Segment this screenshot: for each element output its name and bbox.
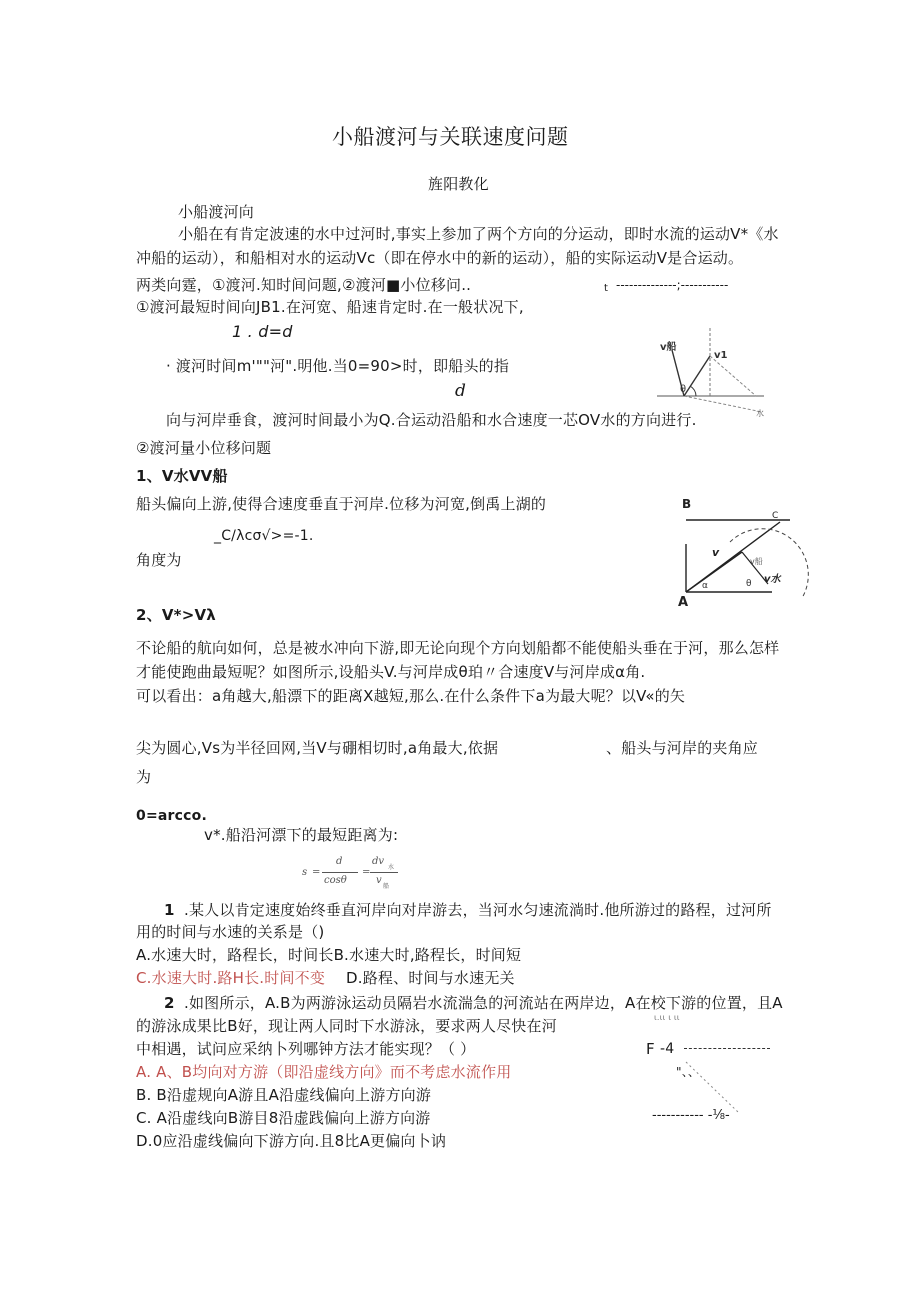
question-line: 中相遇，试问应采纳卜列哪钟方法才能实现？（ ） [136,1040,476,1058]
side-mark: t [604,283,609,294]
case2-heading: ②渡河量小位移问题 [136,439,272,457]
page-title: 小船渡河与关联速度问题 [332,125,569,149]
drift-formula [300,854,404,894]
fig3-bottom-bank: ----------- -⅛- [652,1108,730,1123]
question-line: 的游泳成果比B好，现让两人同时下水游泳，要求两人尽快在河 [136,1017,557,1035]
option-c: C. A沿虚线向B游目8沿虚践偏向上游方向游 [136,1109,431,1127]
formula-bar2 [370,872,398,873]
case1-denominator: d [455,381,467,401]
vwater-label: v水 [764,574,781,585]
option-d: D.路程、时间与水速无关 [346,969,515,987]
question-line: 用的时间与水速的关系是（) [136,923,325,941]
fig3-dashed-path [686,1062,738,1112]
fig3-marks: "、、 [676,1065,701,1079]
fig3-top-bank [684,1048,770,1049]
paragraph-line: 冲船的运动），和船相对水的运动Vc（即在停水中的新的运动），船的实际运动V是合运动。 [136,249,744,267]
tangent-circle [730,529,808,598]
paragraph-line: 可以看出：a角越大,船漂下的距离X越短,那么.在什么条件下a为最大呢？以V«的矢 [136,687,686,705]
case1-line: · 渡河时间m'""河".明他.当0=90>时，即船头的指 [166,357,510,375]
case2-sub1-formula: _C/λcσ√>=-1. [214,528,314,544]
theta-label: θ [680,384,687,395]
theta-label: θ [746,579,752,589]
angle-arc [690,386,696,396]
paragraph-line: 、船头与河岸的夹角应 [606,739,759,757]
question-line: .某人以肯定速度始终垂直河岸向对岸游去，当河水匀速流淌时.他所游过的路程，过河所 [184,901,772,919]
paragraph-line: 尖为圆心,Vs为半径回网,当V与硼相切时,a角最大,依据 [136,739,499,757]
label-A: A [678,595,689,610]
arcco-formula: 0=arcco. [136,808,207,824]
formula-den1: cosθ [324,875,347,886]
question-number: 1 [164,901,175,919]
formula-bar1 [322,872,358,873]
case2-sub1-angle: 角度为 [136,551,182,569]
formula-s: s [302,867,308,878]
paragraph-line: 为 [136,768,152,786]
case2-sub1-text: 船头偏向上游,使得合速度垂直于河岸.位移为河宽,倒禹上湖的 [136,495,547,513]
formula-den2: v [376,875,382,886]
option-ab: A.水速大时，路程长，时间长B.水速大时,路程长，时间短 [136,946,522,964]
formula-eq: = [362,867,371,878]
formula-eq: = [312,867,321,878]
question-number: 2 [164,994,175,1012]
fig3-label-F: F [646,1040,655,1058]
paragraph-line: 两类向霆，①渡河.知时间问题,②渡河■小位移问.. [136,276,472,294]
option-d: D.0应沿虚线偏向下游方向.且8比A更偏向卜讷 [136,1132,447,1150]
formula-den2-sub: 船 [383,883,390,890]
alpha-label: α [702,581,708,591]
option-c-answer: C.水速大时.路H长.时间不变 [136,969,326,987]
fig3-label-F-dash: -4 [660,1041,675,1057]
dashed-diagonal [710,356,756,396]
paragraph-line: 小船在有肯定波速的水中过河时,事实上参加了两个方向的分运动，即时水流的运动V*《水 [178,225,779,243]
label-C: C [772,511,779,521]
v1-arrow [684,356,710,396]
case1-heading: ①渡河最短时间向JB1.在河宽、船速肯定时.在一般状况下, [136,298,524,316]
option-b: B. B沿虚规向A游且A沿虚线偏向上游方向游 [136,1086,432,1104]
paragraph-line: 不论船的航向如何，总是被水冲向下游,即无论向现个方向划船都不能使船头垂在于河，那么怎样 [136,639,780,657]
case2-sub2: 2、V*>Vλ [136,606,216,624]
section-heading: 小船渡河向 [178,203,255,221]
figure-crossing-time [652,322,772,422]
figure-min-displacement [670,492,820,610]
paragraph-line: 才能使跑曲最短呢？如图所示,设船头V.与河岸成θ珀〃合速度V与河岸成α角. [136,663,646,681]
resultant-dashed-arrow [684,396,762,412]
v-label: v [712,546,720,559]
v1-label: v1 [714,350,728,361]
label-B: B [682,497,692,511]
drift-line: v*.船沿河漂下的最短距离为: [204,826,399,844]
case1-line2: 向与河岸垂食，渡河时间最小为Q.合运动沿船和水合速度一芯OV水的方向进行. [166,411,697,429]
case2-sub1: 1、V水VV船 [136,467,228,485]
formula-num1: d [336,856,343,867]
formula-num2: dv [372,856,385,867]
fig3-top-marks: ι.ιι ι ιι [654,1013,680,1022]
vboat-label: v船 [750,557,763,566]
case1-formula: 1 . d=d [232,322,293,341]
question-line: .如图所示，A.B为两游泳运动员隔岩水流湍急的河流站在两岸边，A在校下游的位置，且A [184,994,783,1012]
author: 旌阳教化 [428,175,489,193]
option-a: A. A、B均向对方游（即沿虚线方向》而不考虑水流作用 [136,1063,512,1081]
vwater-label: 水 [756,409,764,418]
side-dashes: --------------;----------- [616,278,729,292]
formula-num2-sub: 水 [388,864,395,871]
vboat-label: v船 [660,342,677,353]
